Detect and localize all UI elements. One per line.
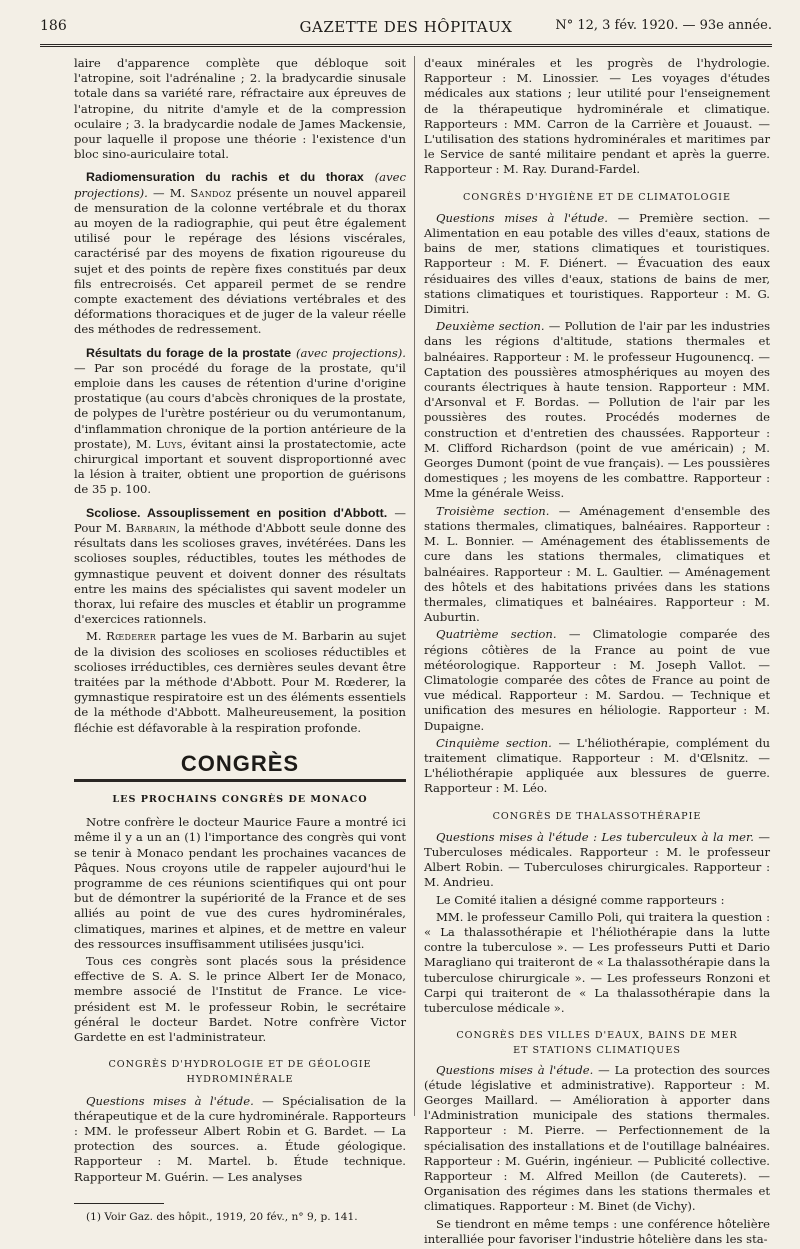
subheading-prochains: LES PROCHAINS CONGRÈS DE MONACO <box>112 793 368 805</box>
questions-label: Questions mises à l'étude : Les tuberculeux à la mer. <box>436 829 754 844</box>
footnote: (1) Voir Gaz. des hôpit., 1919, 20 fév., n° 9, p. 141. <box>86 1210 358 1223</box>
author-name: Sandoz <box>190 185 232 200</box>
page-number: 186 <box>40 18 67 34</box>
heading-rule <box>74 779 406 782</box>
author-name: Barbarin <box>125 520 177 535</box>
paragraph-continued: d'eaux minérales et les progrès de l'hydrologie. Rapporteur : M. Linossier. — Les voyages d'études médicales aux stations ; leur utilité pour l'enseignement de la thérapeutique hydrominérale et climatique. Rapporteurs : MM. Carron de la Carrière et Jouaust. — L'utilisation des stations hydrominérales et maritimes par le Service de santé militaire pendant et après la guerre. Rapporteur : M. Ray. Durand-Fardel. <box>424 56 770 177</box>
column-divider <box>414 56 415 1116</box>
section-text: — Spécialisation de la thérapeutique et de la cure hydrominérale. Rapporteurs : MM. le professeur Albert Robin et G. Bardet. — La protection des sources. a. Étude géologique. Rapporteur : M. Martel. b. Étude technique. Rapporteur M. Guérin. — Les analyses <box>74 1093 407 1184</box>
section-text: Par son procédé du forage de la prostate, qu'il emploie dans les causes de rétention d'urine d'origine prostatique (au cours d'abcès chroniques de la prostate, de polypes de l'urètre postérieur ou du verumontanum, d'inflammation chronique de la portion antérieure de la prostate), M. <box>74 360 407 451</box>
questions-label: Questions mises à l'étude. <box>436 1062 594 1077</box>
section-label: Deuxième section. <box>436 319 545 334</box>
section-radiomensuration: Radiomensuration du rachis et du thorax (avec projections). — M. Sandoz présente un nouvel appareil de mensuration de la colonne vertébrale et du thorax au moyen de la radiographie, qui peut être également utilisé pour le repérage des lésions viscérales, caractérisé par des moyens de fixation rigoureuse du sujet et des points de repère fixes constitués par deux fils entrecroisés. Cet appareil permet de se rendre compte exactement des déviations vertébrales et des déformations thoraciques et de juger de la valeur réelle des méthodes de redressement. <box>74 170 406 337</box>
section-note: (avec projections). <box>74 170 406 200</box>
author-name: Rœderer <box>106 629 157 644</box>
section-label: Troisième section. <box>436 503 550 518</box>
running-header <box>40 14 772 47</box>
section-title: Résultats du forage de la prostate <box>86 345 292 360</box>
paragraph-villes-1 <box>424 1063 770 1215</box>
section-forage: Résultats du forage de la prostate (avec projections). — Par son procédé du forage de la prostate, qu'il emploie dans les causes de rétention d'urine d'origine prostatique (au cours d'abcès chroniques de la prostate, de polypes de l'urètre postérieur ou du verumontanum, d'inflammation chronique de la portion antérieure de la prostate), M. Luys, évitant ainsi la prostatectomie, acte chirurgical important et souvent disproportionné avec la lésion à traiter, obtient une proportion de guérisons de 35 p. 100. <box>74 345 407 497</box>
author-name: Luys <box>156 436 183 451</box>
section-text: — Aménagement d'ensemble des stations thermales, climatiques, balnéaires. Rapporteur : M. L. Bonnier. — Aménagement des établissements de cure dans les stations thermales, climatiques et balnéaires. Rapporteur : M. L. Gaultier. — Aménagement des hôtels et des habitations privées dans les stations thermales, climatiques et balnéaires. Rapporteur : M. Auburtin. <box>424 503 771 625</box>
questions-label: Questions mises à l'étude. <box>86 1093 254 1108</box>
congres-heading: CONGRÈS <box>180 750 300 776</box>
section-text: — Première section. — Alimentation en eau potable des villes d'eaux, stations de bains de mer, stations climatiques et touristiques. Rapporteur : M. F. Diénert. — Évacuation des eaux résiduaires des villes d'eaux, stations de bains de mer, stations climatiques et touristiques. Rapporteur : M. G. Dimitri. <box>424 210 771 317</box>
subheading-villes-eaux <box>424 1028 770 1058</box>
paragraph-hydrologie <box>74 1094 406 1185</box>
paragraph-intro: laire d'apparence complète que débloque soit l'atropine, soit l'adrénaline ; 2. la bradycardie sinusale totale dans sa variété rare, réfractaire aux épreuves de l'atropine, du nitrite d'amyle et de la compression oculaire ; 3. la bradycardie nodale de James Mackensie, pour laquelle il propose une théorie : l'existence d'un bloc sino-auriculaire total. <box>74 56 406 162</box>
right-column <box>424 56 770 1249</box>
section-text: — L'héliothérapie, complément du traitement climatique. Rapporteur : M. d'Œlsnitz. — L'héliothérapie appliquée aux blessures de guerre. Rapporteur : M. Léo. <box>424 735 770 796</box>
section-text: — Tuberculoses médicales. Rapporteur : M. le professeur Albert Robin. — Tuberculoses chirurgicales. Rapporteur : M. Andrieu. <box>424 829 771 890</box>
paragraph-villes-2: Se tiendront en même temps : une conférence hôtelière interalliée pour favoriser l'industrie hôtelière dans les sta- <box>424 1216 770 1246</box>
section-text: partage les vues de M. Barbarin au sujet de la division des scolioses en scolioses réductibles et scolioses irréductibles, ces dernières seules devant être traitées par la méthode d'Abbott. Pour M. Rœderer, la gymnastique respiratoire est un des éléments essentiels de la méthode d'Abbott. Malheureusement, la position fléchie est défavorable à la respiration profonde. <box>74 629 406 735</box>
questions-label: Questions mises à l'étude. <box>436 210 608 225</box>
issue-info: N° 12, 3 fév. 1920. — 93e année. <box>555 18 772 33</box>
paragraph-thalasso-3: MM. le professeur Camillo Poli, qui traitera la question : « La thalassothérapie et l'héliothérapie dans la lutte contre la tuberculose ». — Les professeurs Putti et Dario Maragliano qui traiteront de « La thalassothérapie dans la tuberculose chirurgicale ». — Les professeurs Ronzoni et Carpi qui traiteront de « La thalassothérapie dans la tuberculose médicale ». <box>424 909 770 1015</box>
section-text: présente un nouvel appareil de mensuration de la colonne vertébrale et du thorax au moyen de la radiographie, qui peut être également utilisé pour le repérage des lésions viscérales, caractérisé par des moyens de fixation rigoureuse du sujet et des points de repère fixes constitués par deux fils entrecroisés. Cet appareil permet de se rendre compte exactement des déviations vertébrales et des déformations thoraciques et de juger de la valeur réelle des méthodes de redressement. <box>74 185 406 337</box>
subheading-hydrologie: CONGRÈS D'HYDROLOGIE ET DE GÉOLOGIE HYDROMINÉRALE <box>108 1059 372 1086</box>
subheading-line: ET STATIONS CLIMATIQUES <box>513 1045 681 1057</box>
footnote-rule <box>74 1203 164 1204</box>
section-label: Quatrième section. <box>436 627 557 642</box>
section-text: — Climatologie comparée des régions côtières de la France au point de vue météorologique. Rapporteur : M. Joseph Vallot. — Climatologie comparée des côtes de France au point de vue médical. Rapporteur : M. Sardou. — Technique et unification des mesures en héliologie. Rapporteur : M. Dupaigne. <box>424 627 771 733</box>
section-note: (avec projections). <box>296 345 406 360</box>
section-text: — Pollution de l'air par les industries dans les régions d'altitude, stations thermales et balnéaires. Rapporteur : M. le professeur Hugounencq. — Captation des poussières atmosphériques au moyen des courants électriques à haute tension. Rapporteur : MM. d'Arsonval et F. Bordas. — Pollution de l'air par les poussières des routes. Procédés modernes de construction et d'entretien des chaussées. Rapporteur : M. Clifford Richardson (point de vue américain) ; M. Georges Dumont (point de vue français). — Les poussières domestiques ; les moyens de les combattre. Rapporteur : Mme la générale Weiss. <box>424 319 771 501</box>
section-title: Radiomensuration du rachis et du thorax <box>86 170 364 185</box>
journal-title: GAZETTE DES HÔPITAUX <box>299 18 513 36</box>
section-scoliose: Scoliose. Assouplissement en position d'Abbott. — Pour M. Barbarin, la méthode d'Abbott seule donne des résultats dans les scolioses graves, invétérées. Dans les scolioses souples, réductibles, toutes les méthodes de gymnastique peuvent et doivent donner des résultats entre les mains des spécialistes qui savent modeler un thorax, lui refaire des muscles et établir un programme d'exercices rationnels. <box>74 505 407 627</box>
section-text: — La protection des sources (étude législative et administrative). Rapporteur : M. Georges Maillard. — Amélioration à apporter dans l'Administration municipale des stations thermales. Rapporteur : M. Pierre. — Perfectionnement de la spécialisation des installations et de l'outillage balnéaires. Rapporteur : M. Guérin, ingénieur. — Publicité collective. Rapporteur : M. Alfred Meillon (de Cauterets). — Organisation des régimes dans les stations thermales et climatiques. Rapporteur : M. Binet (de Vichy). <box>424 1062 771 1214</box>
paragraph-prochains-1: Notre confrère le docteur Maurice Faure a montré ici même il y a un an (1) l'importance des congrès qui vont se tenir à Monaco pendant les prochaines vacances de Pâques. Nous croyons utile de rappeler aujourd'hui le programme de ces réunions scientifiques qui ont pour but de démontrer la supériorité de la France et de ses alliés au point de vue des cures hydrominérales, climatiques, marines et alpines, et de mettre en valeur des ressources insuffisamment utilisées jusqu'ici. <box>74 815 406 951</box>
paragraph-thalasso-2: Le Comité italien a désigné comme rapporteurs : <box>436 892 725 907</box>
paragraph-thalasso-1 <box>424 830 770 891</box>
paragraph-roederer: M. Rœderer partage les vues de M. Barbarin au sujet de la division des scolioses en scolioses réductibles et scolioses irréductibles, ces dernières seules devant être traitées par la méthode d'Abbott. Pour M. Rœderer, la gymnastique respiratoire est un des éléments essentiels de la méthode d'Abbott. Malheureusement, la position fléchie est défavorable à la respiration profonde. <box>74 629 406 735</box>
subheading-hygiene: CONGRÈS D'HYGIÈNE ET DE CLIMATOLOGIE <box>463 191 731 203</box>
paragraph-hygiene-s1 <box>424 211 770 317</box>
section-label: Cinquième section. <box>436 735 552 750</box>
paragraph-hygiene-s2 <box>424 319 770 501</box>
paragraph-hygiene-s5 <box>424 736 770 797</box>
paragraph-hygiene-s4 <box>424 627 770 733</box>
paragraph-prochains-2: Tous ces congrès sont placés sous la présidence effective de S. A. S. le prince Albert Ier de Monaco, membre associé de l'Institut de France. Le vice-président est M. le professeur Robin, le secrétaire général le docteur Bardet. Notre confrère Victor Gardette en est l'administrateur. <box>74 953 406 1044</box>
left-column <box>74 56 406 1227</box>
section-title: Scoliose. Assouplissement en position d'Abbott. <box>86 505 388 520</box>
subheading-thalassotherapie: CONGRÈS DE THALASSOTHÉRAPIE <box>492 810 702 822</box>
subheading-line: CONGRÈS DES VILLES D'EAUX, BAINS DE MER <box>456 1030 738 1042</box>
section-text: , la méthode d'Abbott seule donne des résultats dans les scolioses graves, invétérées. Dans les scolioses souples, réductibles, toutes les méthodes de gymnastique peuvent et doivent donner des résultats entre les mains des spécialistes qui savent modeler un thorax, lui refaire des muscles et établir un programme d'exercices rationnels. <box>74 520 406 627</box>
section-text: , évitant ainsi la prostatectomie, acte chirurgical important et souvent disproportionné avec la lésion à traiter, obtient une proportion de guérisons de 35 p. 100. <box>74 436 406 497</box>
paragraph-hygiene-s3 <box>424 504 770 626</box>
